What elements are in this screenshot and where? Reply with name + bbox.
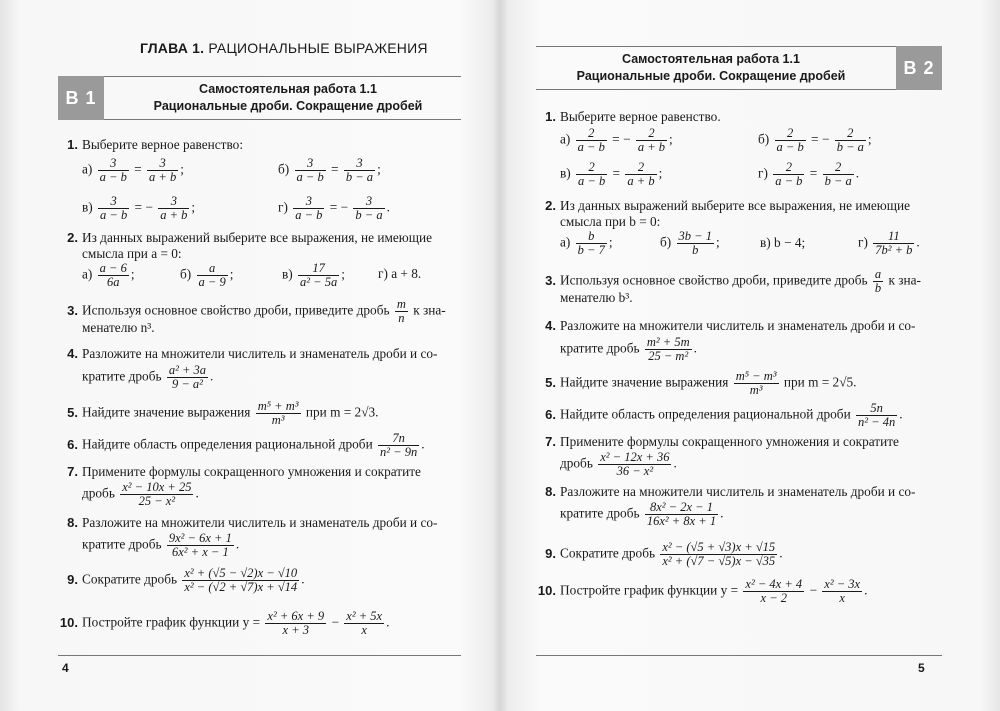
task-1-option-d: г) $\frac{3}{a - b}$ = − $\frac{3}{b - a}$ . — [278, 194, 390, 222]
worksheet-header — [536, 46, 942, 90]
right-page — [500, 0, 1000, 711]
task-9: 9. Сократите дробь $\frac{\text{x² + (√5 − √2)x − √10}}{\text{x² − (√2 + √7)x + √14}}$ . — [67, 566, 305, 594]
task-3-line-2: менателю b³. — [560, 290, 633, 305]
worksheet-title: Самостоятельная работа 1.1 Рациональные дроби. Сокращение дробей — [153, 82, 423, 113]
task-1-option-d: г) $\frac{2}{a - b}$ = $\frac{2}{b - a}$ . — [758, 160, 860, 188]
variant-badge: В 2 — [896, 46, 942, 90]
task-2-option-c: в) b − 4; — [760, 235, 806, 250]
page-number: 5 — [918, 661, 925, 675]
chapter-title: ГЛАВА 1. РАЦИОНАЛЬНЫЕ ВЫРАЖЕНИЯ — [140, 40, 428, 56]
task-3-line-2: менателю n³. — [82, 320, 155, 335]
task-7: 7. Примените формулы сокращенного умножения и сократите — [67, 464, 421, 479]
task-1-option-b: б) $\frac{3}{a - b}$ = $\frac{3}{b - a}$ ; — [278, 156, 381, 184]
task-5: 5. Найдите значение выражения $\frac{\text{m⁵ + m³}}{\text{m³}}$ при m = 2√3. — [67, 399, 379, 427]
task-2: 2. Из данных выражений выберите все выражения, не имеющие смысла при a = 0: — [67, 230, 432, 261]
task-1-option-c: в) $\frac{2}{a - b}$ = $\frac{2}{a + b}$ ; — [560, 160, 663, 188]
task-3: 3. Используя основное свойство дроби, приведите дробь $\frac{m}{n}$ к зна- — [67, 297, 446, 325]
task-6: 6. Найдите область определения рациональной дроби $\frac{5n}{\text{n² − 4n}}$ . — [545, 401, 903, 429]
page-number: 4 — [62, 661, 69, 675]
task-6: 6. Найдите область определения рациональной дроби $\frac{7n}{\text{n² − 9n}}$ . — [67, 431, 425, 459]
task-5: 5. Найдите значение выражения $\frac{\text{m⁵ − m³}}{\text{m³}}$ при m = 2√5. — [545, 369, 857, 397]
task-7-line-2: дробь $\frac{\text{x² − 12x + 36}}{\text{36 − x²}}$ . — [560, 450, 677, 478]
task-4-line-2: кратите дробь $\frac{\text{a² + 3a}}{\text{9 − a²}}$ . — [82, 363, 214, 391]
task-3: 3. Используя основное свойство дроби, приведите дробь $\frac{a}{b}$ к зна- — [545, 267, 921, 295]
worksheet-title: Самостоятельная работа 1.1 Рациональные дроби. Сокращение дробей — [576, 52, 846, 83]
variant-badge: В 1 — [58, 76, 104, 120]
task-2-option-a: а) $\frac{b}{b - 7}$ ; — [560, 229, 613, 257]
worksheet-header — [58, 76, 461, 120]
task-8: 8. Разложите на множители числитель и знаменатель дроби и со- — [67, 515, 438, 530]
task-4: 4. Разложите на множители числитель и знаменатель дроби и со- — [545, 318, 916, 333]
task-1: 1. Выберите верное равенство. — [545, 109, 721, 124]
task-2-option-d: г) a + 8. — [378, 266, 422, 281]
task-1: 1. Выберите верное равенство: — [67, 137, 244, 152]
task-1-option-a: а) $\frac{2}{a - b}$ = − $\frac{2}{a + b}$ ; — [560, 126, 673, 154]
task-2-option-b: б) $\frac{3b - 1}{b}$ ; — [660, 229, 720, 257]
task-9: 9. Сократите дробь $\frac{\text{x² − (√5 + √3)x + √15}}{\text{x² + (√7 − √5)x − √35}}$ . — [545, 540, 783, 568]
task-8: 8. Разложите на множители числитель и знаменатель дроби и со- — [545, 484, 916, 499]
task-10: 10. Постройте график функции y = $\frac{\text{x² − 4x + 4}}{x - 2}$ − $\frac{\text{x² − 3x}}{x}$ . — [537, 577, 868, 605]
task-8-line-2: кратите дробь $\frac{\text{8x² − 2x − 1}}{\text{16x² + 8x + 1}}$ . — [560, 500, 724, 528]
task-7: 7. Примените формулы сокращенного умножения и сократите — [545, 434, 899, 449]
task-2-option-c: в) $\frac{17}{\text{a² − 5a}}$ ; — [282, 261, 345, 289]
task-7-line-2: дробь $\frac{\text{x² − 10x + 25}}{\text{25 − x²}}$ . — [82, 480, 199, 508]
task-4: 4. Разложите на множители числитель и знаменатель дроби и со- — [67, 346, 438, 361]
footer-rule — [536, 655, 942, 656]
task-8-line-2: кратите дробь $\frac{\text{9x² − 6x + 1}}{\text{6x² + x − 1}}$ . — [82, 531, 240, 559]
task-1-option-b: б) $\frac{2}{a - b}$ = − $\frac{2}{b - a}$ ; — [758, 126, 872, 154]
task-1-option-c: в) $\frac{3}{a - b}$ = − $\frac{3}{a + b}$ ; — [82, 194, 196, 222]
task-2-option-d: г) $\frac{11}{\text{7b² + b}}$ . — [858, 229, 920, 257]
footer-rule — [58, 655, 461, 656]
task-2-option-a: а) $\frac{a - 6}{6a}$ ; — [82, 261, 135, 289]
task-2: 2. Из данных выражений выберите все выражения, не имеющие смысла при b = 0: — [545, 198, 910, 229]
task-10: 10. Постройте график функции y = $\frac{\text{x² + 6x + 9}}{x + 3}$ − $\frac{\text{x² + 5x}}{x}$ . — [59, 609, 390, 637]
task-4-line-2: кратите дробь $\frac{\text{m² + 5m}}{\text{25 − m²}}$ . — [560, 335, 697, 363]
task-1-option-a: а) $\frac{3}{a - b}$ = $\frac{3}{a + b}$ ; — [82, 156, 184, 184]
task-2-option-b: б) $\frac{a}{a - 9}$ ; — [180, 261, 234, 289]
